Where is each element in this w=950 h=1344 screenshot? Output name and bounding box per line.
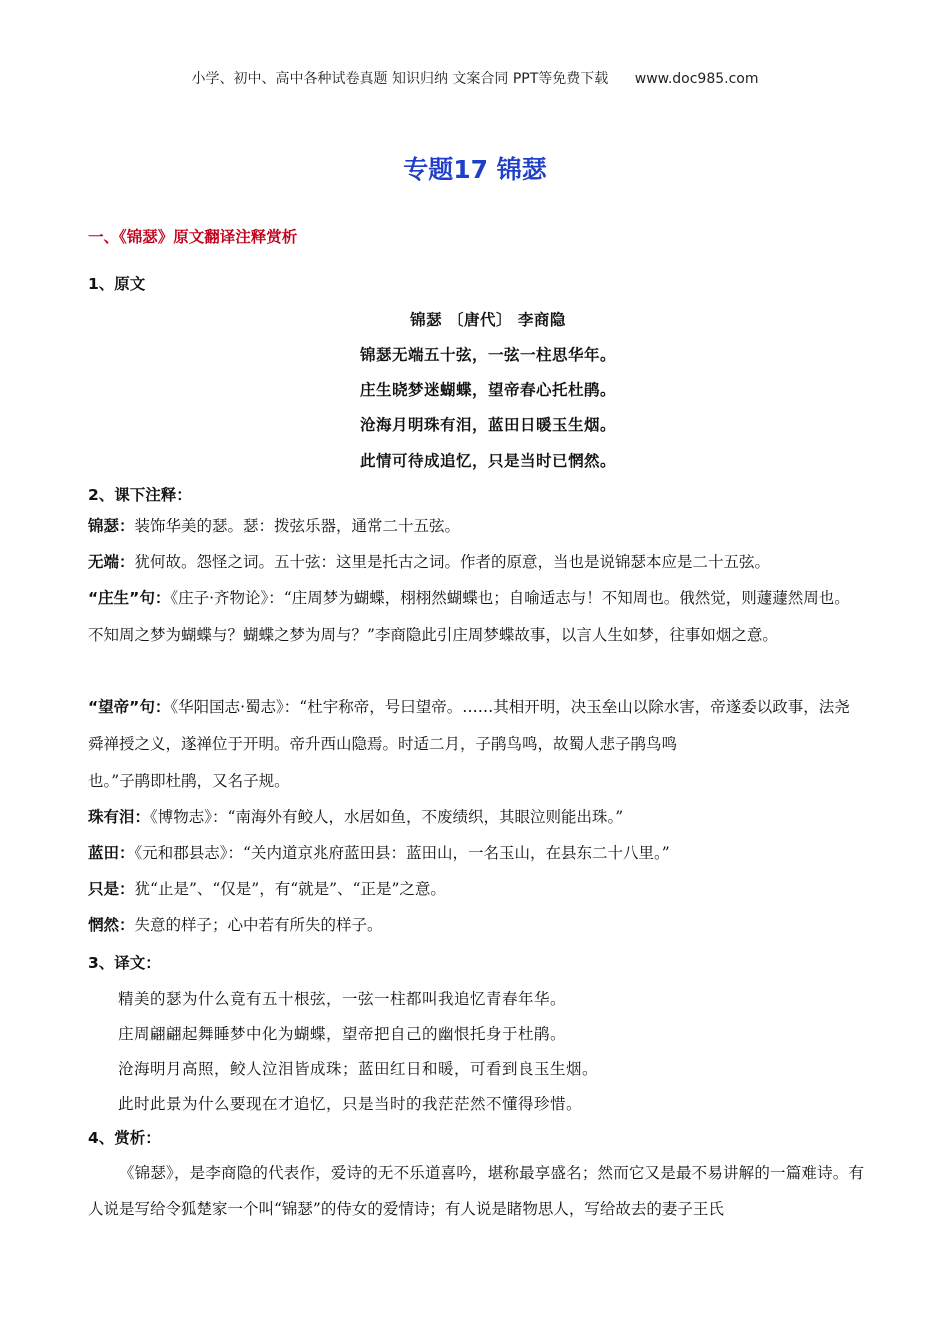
original-label: 1、原文 <box>88 275 146 293</box>
note-text: 装饰华美的瑟。瑟：拨弦乐器，通常二十五弦。 <box>134 517 461 535</box>
note-term: 锦瑟： <box>88 517 135 535</box>
note-item <box>88 907 864 944</box>
note-term: 蓝田： <box>88 844 135 862</box>
note-text: 《元和郡县志》：“关内道京兆府蓝田县：蓝田山，一名玉山，在县东二十八里。” <box>134 844 670 862</box>
note-item <box>88 689 864 763</box>
poem-line-1: 锦瑟无端五十弦，一弦一柱思华年。 <box>359 346 616 364</box>
note-item <box>88 763 864 800</box>
note-term: 珠有泪： <box>88 808 151 826</box>
note-text: 也。”子鹃即杜鹃，又名子规。 <box>88 772 290 790</box>
note-text: 《博物志》：“南海外有鲛人，水居如鱼，不废绩织，其眼泣则能出珠。” <box>150 808 624 826</box>
note-item <box>88 871 864 908</box>
poem-meta: 锦瑟 〔唐代〕 李商隐 <box>410 311 566 329</box>
page-title: 专题17 锦瑟 <box>403 155 547 184</box>
note-term: “庄生”句： <box>88 589 171 607</box>
note-text: 失意的样子；心中若有所失的样子。 <box>134 916 383 934</box>
note-item <box>88 544 864 581</box>
note-term: 无端： <box>88 553 135 571</box>
note-text: 《庄子·齐物论》：“庄周梦为蝴蝶，栩栩然蝴蝶也；自喻适志与！不知周也。俄然觉，则蘧蘧然周也。不知周之梦为蝴蝶与？蝴蝶之梦为周与？”李商隐此引庄周梦蝶故事，以言人生如梦，往事如烟之意。 <box>88 589 850 644</box>
translation-line-3: 沧海明月高照，鲛人泣泪皆成珠；蓝田红日和暖，可看到良玉生烟。 <box>118 1060 599 1078</box>
poem-line-3: 沧海月明珠有泪，蓝田日暖玉生烟。 <box>359 416 616 434</box>
note-item <box>88 508 864 545</box>
appreciation-paragraph: 《锦瑟》，是李商隐的代表作，爱诗的无不乐道喜吟，堪称最享盛名；然而它又是最不易讲解的一篇难诗。有人说是写给令狐楚家一个叫“锦瑟”的侍女的爱情诗；有人说是睹物思人，写给故去的妻子王氏 <box>88 1164 864 1218</box>
translation-line-1: 精美的瑟为什么竟有五十根弦，一弦一柱都叫我追忆青春年华。 <box>118 990 567 1008</box>
note-term: “望帝”句： <box>88 698 171 716</box>
note-term: 只是： <box>88 880 135 898</box>
note-text: 《华阳国志·蜀志》：“杜宇称帝，号曰望帝。……其相开明，决玉垒山以除水害，帝遂委以政事，法尧舜禅授之义，遂禅位于开明。帝升西山隐焉。时适二月，子鹃鸟鸣，故蜀人悲子鹃鸟鸣 <box>88 698 850 753</box>
poem-line-4: 此情可待成追忆，只是当时已惘然。 <box>359 452 616 470</box>
note-text: 犹“止是”、“仅是”，有“就是”、“正是”之意。 <box>134 880 446 898</box>
note-item <box>88 799 864 836</box>
note-term: 惘然： <box>88 916 135 934</box>
translation-line-2: 庄周翩翩起舞睡梦中化为蝴蝶，望帝把自己的幽恨托身于杜鹃。 <box>118 1025 567 1043</box>
note-text: 犹何故。怨怪之词。五十弦：这里是托古之词。作者的原意，当也是说锦瑟本应是二十五弦。 <box>134 553 771 571</box>
translation-label: 3、译文： <box>88 954 161 972</box>
note-item <box>88 835 864 872</box>
notes-label: 2、课下注释： <box>88 486 192 504</box>
header-text: 小学、初中、高中各种试卷真题 知识归纳 文案合同 PPT等免费下载 <box>191 71 609 87</box>
note-item <box>88 580 864 654</box>
section-heading: 一、《锦瑟》原文翻译注释赏析 <box>88 228 298 246</box>
page-header <box>0 68 950 88</box>
translation-line-4: 此时此景为什么要现在才追忆，只是当时的我茫茫然不懂得珍惜。 <box>118 1095 583 1113</box>
poem-line-2: 庄生晓梦迷蝴蝶，望帝春心托杜鹃。 <box>359 381 616 399</box>
appreciation-label: 4、赏析： <box>88 1129 161 1147</box>
header-site-link[interactable]: www.doc985.com <box>634 71 759 87</box>
